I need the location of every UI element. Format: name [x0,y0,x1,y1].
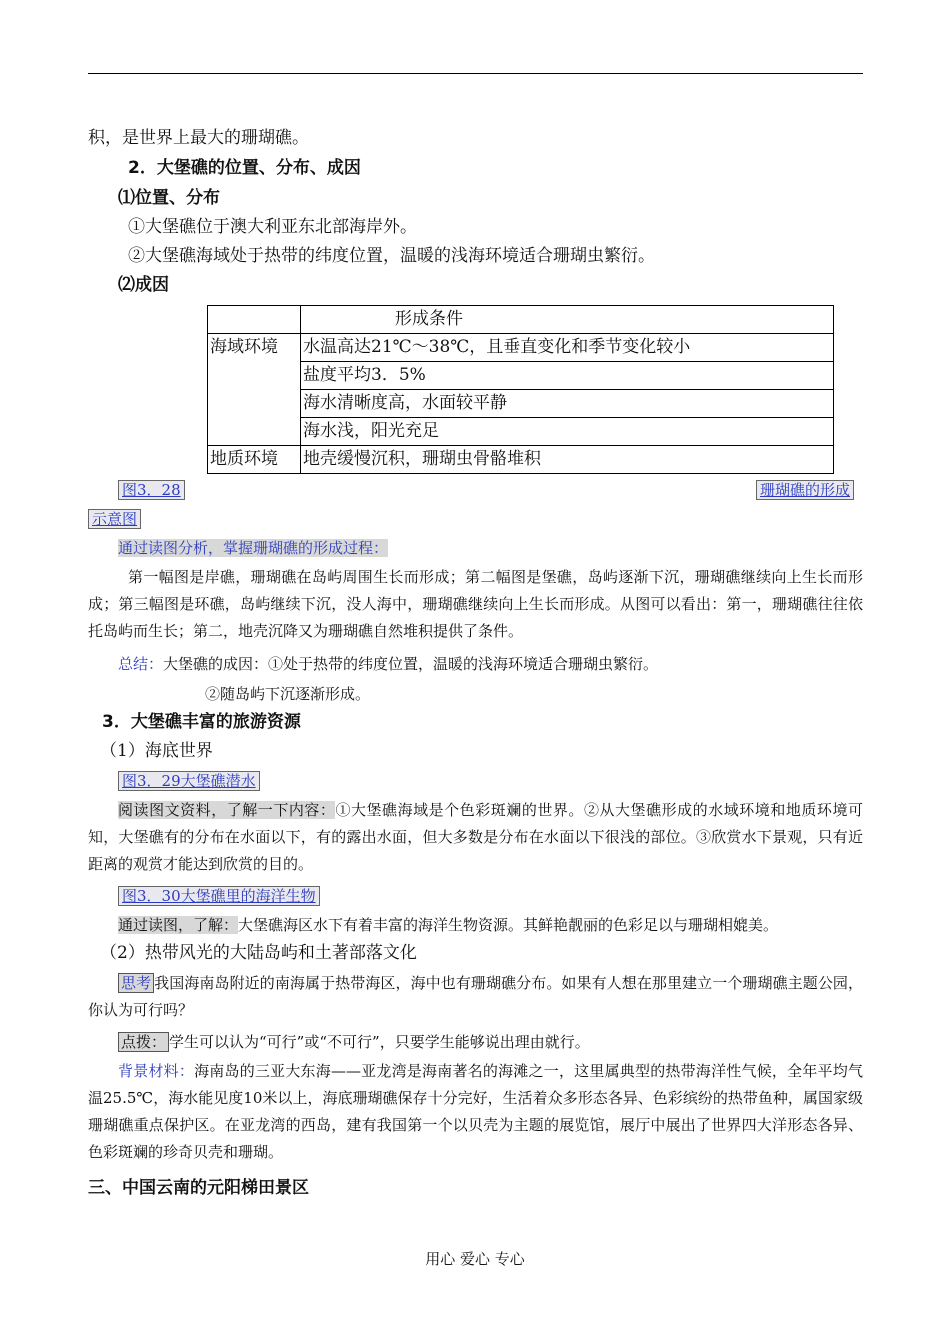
think-label: 思考 [118,973,154,993]
figure-28-link[interactable]: 图3．28 [118,480,185,500]
view-line [118,915,778,935]
summary-label: 总结： [118,655,164,673]
hint-label: 点拨： [118,1032,169,1052]
table-header: 形成条件 [301,306,834,334]
figure-29-label[interactable] [118,771,260,791]
summary-line-2: ②随岛屿下沉逐渐形成。 [205,685,371,703]
analysis-lead [118,538,388,558]
subheading-tropical: （2）热带风光的大陆岛屿和土著部落文化 [100,943,417,963]
table-cell: 海水清晰度高，水面较平静 [301,390,834,418]
view-body: 大堡礁海区水下有着丰富的海洋生物资源。其鲜艳靓丽的色彩足以与珊瑚相媲美。 [238,916,779,934]
hint-body: 学生可以认为“可行”或“不可行”，只要学生能够说出理由就行。 [169,1033,590,1051]
paragraph-continuation: 积，是世界上最大的珊瑚礁。 [88,128,309,148]
view-lead: 通过读图，了解： [118,916,239,934]
section-heading-yuanyang: 三、中国云南的元阳梯田景区 [88,1178,309,1198]
subheading-seabed: （1）海底世界 [100,741,213,761]
reading-body: ①大堡礁海域是个色彩斑斓的世界。②从大堡礁形成的水域环境和地质环境可知，大堡礁有的分布在水面以下，有的露出水面，但大多数是分布在水面以下很浅的部位。③欣赏水下景观，只有近距离的观赏才能达到欣赏的目的。 [88,801,863,873]
think-body: 我国海南岛附近的南海属于热带海区，海中也有珊瑚礁分布。如果有人想在那里建立一个珊瑚礁主题公园，你认为可行吗？ [88,974,863,1019]
formation-conditions-table [207,305,834,474]
think-paragraph [88,970,863,1024]
background-label: 背景材料： [118,1062,195,1080]
figure-30-label[interactable] [118,886,320,906]
background-body: 海南岛的三亚大东海——亚龙湾是海南著名的海滩之一，这里属典型的热带海洋性气候，全年平均气温25.5℃，海水能见度10米以上，海底珊瑚礁保存十分完好，生活着众多形态各异、色彩缤纷的热带鱼种，属国家级珊瑚礁重点保护区。在亚龙湾的西岛，建有我国第一个以贝壳为主题的展览馆，展厅中展出了世界四大洋形态各异、色彩斑斓的珍奇贝壳和珊瑚。 [88,1062,863,1161]
figure-28-title-link[interactable]: 珊瑚礁的形成 [756,480,854,500]
figure-28-title[interactable] [756,480,854,500]
heading-2: 2．大堡礁的位置、分布、成因 [128,158,361,178]
background-paragraph [88,1058,863,1166]
table-cell: 地壳缓慢沉积，珊瑚虫骨骼堆积 [301,446,834,474]
subheading-position: ⑴位置、分布 [118,188,220,208]
table-cell: 盐度平均3．5% [301,362,834,390]
hint-line [118,1032,590,1052]
table-cell: 水温高达21℃～38℃，且垂直变化和季节变化较小 [301,334,834,362]
table-group-marine: 海域环境 [208,334,301,446]
reading-paragraph [88,797,863,878]
figure-28-title-cont[interactable] [88,509,141,529]
subheading-cause: ⑵成因 [118,275,169,295]
figure-30-link[interactable]: 图3．30大堡礁里的海洋生物 [118,886,320,906]
summary-line-1 [118,654,658,674]
analysis-body: 第一幅图是岸礁，珊瑚礁在岛屿周围生长而形成；第二幅图是堡礁，岛屿逐渐下沉，珊瑚礁继续向上生长而形成；第三幅图是环礁，岛屿继续下沉，没人海中，珊瑚礁继续向上生长而形成。从图可以看出：第一，珊瑚礁往往依托岛屿而生长；第二，地壳沉降又为珊瑚礁自然堆积提供了条件。 [88,568,863,640]
figure-28-label[interactable] [118,480,185,500]
table-group-geology: 地质环境 [208,446,301,474]
table-corner-cell [208,306,301,334]
header-rule [88,73,863,74]
figure-29-link[interactable]: 图3．29大堡礁潜水 [118,771,260,791]
analysis-lead-text: 通过读图分析，掌握珊瑚礁的形成过程： [118,539,389,557]
point-2: ②大堡礁海域处于热带的纬度位置，温暖的浅海环境适合珊瑚虫繁衍。 [128,246,655,266]
point-1: ①大堡礁位于澳大利亚东北部海岸外。 [128,217,417,237]
summary-text-1: 大堡礁的成因：①处于热带的纬度位置，温暖的浅海环境适合珊瑚虫繁衍。 [163,655,659,673]
reading-lead: 阅读图文资料，了解一下内容： [118,801,336,819]
figure-28-title-cont-link[interactable]: 示意图 [88,509,141,529]
heading-3: 3．大堡礁丰富的旅游资源 [102,712,301,732]
page-footer: 用心 爱心 专心 [425,1250,525,1268]
table-cell: 海水浅，阳光充足 [301,418,834,446]
